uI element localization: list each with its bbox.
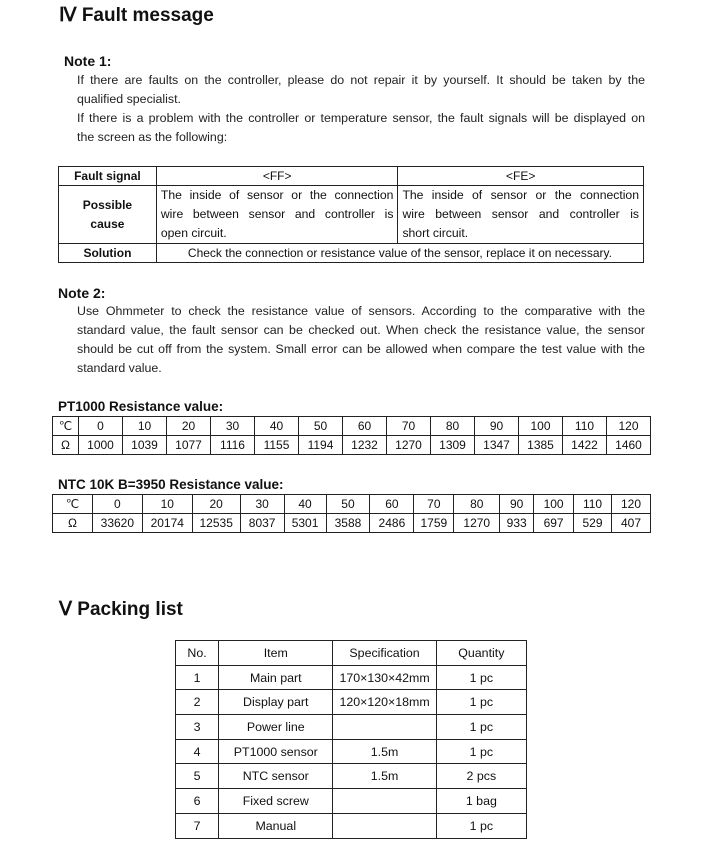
res-unit: Ω <box>53 436 79 455</box>
packing-cell: 1.5m <box>333 739 436 764</box>
resistance-cell: 8037 <box>240 514 284 533</box>
note1-line: the screen as the following: <box>77 130 228 144</box>
resistance-cell: 1039 <box>123 436 167 455</box>
packing-cell: 120×120×18mm <box>333 690 436 715</box>
packing-cell <box>333 715 436 740</box>
note2-line: Use Ohmmeter to check the resistance value of sensors. According to the comparative with the <box>77 304 645 318</box>
ff-cause-line: wire between sensor and controller is <box>160 207 394 221</box>
solution-text: Check the connection or resistance value of the sensor, replace it on necessary. <box>156 244 643 263</box>
resistance-cell: 5301 <box>284 514 326 533</box>
temp-cell: 120 <box>607 417 651 436</box>
temp-cell: 100 <box>534 495 574 514</box>
resistance-cell: 1000 <box>79 436 123 455</box>
resistance-cell: 12535 <box>192 514 240 533</box>
resistance-cell: 1232 <box>343 436 387 455</box>
temp-cell: 30 <box>240 495 284 514</box>
temp-cell: 90 <box>500 495 534 514</box>
fe-cause-line: wire between sensor and controller is <box>402 207 639 221</box>
packing-cell: 2 <box>176 690 219 715</box>
resistance-cell: 1194 <box>299 436 343 455</box>
resistance-cell: 1077 <box>167 436 211 455</box>
packing-cell: 1 pc <box>436 813 526 838</box>
pt1000-table <box>52 416 651 455</box>
packing-row <box>176 739 527 764</box>
note2-line: should be cut off from the system. Small error can be allowed when compare the test value with the <box>77 342 645 356</box>
packing-header-cell: Item <box>219 641 333 666</box>
packing-row <box>176 764 527 789</box>
packing-cell: 1 pc <box>436 715 526 740</box>
temp-unit: ℃ <box>53 495 93 514</box>
temp-cell: 10 <box>142 495 192 514</box>
resistance-cell: 1385 <box>519 436 563 455</box>
packing-section-title: Ⅴ Packing list <box>59 599 183 620</box>
note1-paragraph <box>77 71 645 147</box>
packing-row <box>176 789 527 814</box>
temp-unit: ℃ <box>53 417 79 436</box>
temp-cell: 10 <box>123 417 167 436</box>
resistance-cell: 933 <box>500 514 534 533</box>
temp-cell: 50 <box>326 495 370 514</box>
temp-cell: 20 <box>167 417 211 436</box>
resistance-cell: 1759 <box>414 514 454 533</box>
fe-cause-line: The inside of sensor or the connection <box>402 188 639 202</box>
ff-cause <box>156 186 398 244</box>
temp-cell: 80 <box>431 417 475 436</box>
packing-cell <box>333 813 436 838</box>
packing-table <box>175 640 527 839</box>
packing-cell: 3 <box>176 715 219 740</box>
packing-cell: Display part <box>219 690 333 715</box>
resistance-cell: 20174 <box>142 514 192 533</box>
resistance-cell: 1422 <box>563 436 607 455</box>
packing-row <box>176 715 527 740</box>
temp-cell: 120 <box>611 495 650 514</box>
packing-header-row <box>176 641 527 666</box>
ff-cause-line: The inside of sensor or the connection <box>160 188 394 202</box>
packing-cell: 2 pcs <box>436 764 526 789</box>
packing-cell: 4 <box>176 739 219 764</box>
temp-cell: 110 <box>563 417 607 436</box>
packing-header-cell: No. <box>176 641 219 666</box>
temp-cell: 60 <box>370 495 414 514</box>
resistance-cell: 1270 <box>454 514 500 533</box>
temp-cell: 0 <box>92 495 142 514</box>
resistance-cell: 407 <box>611 514 650 533</box>
packing-cell: 7 <box>176 813 219 838</box>
resistance-cell: 1155 <box>255 436 299 455</box>
packing-header-cell: Quantity <box>436 641 526 666</box>
temp-cell: 70 <box>414 495 454 514</box>
ff-signal: <FF> <box>156 167 398 186</box>
resistance-cell: 529 <box>574 514 612 533</box>
temp-cell: 80 <box>454 495 500 514</box>
note1-title: Note 1: <box>64 53 112 69</box>
packing-cell: NTC sensor <box>219 764 333 789</box>
packing-cell: Manual <box>219 813 333 838</box>
packing-row <box>176 665 527 690</box>
temp-cell: 70 <box>387 417 431 436</box>
fe-cause <box>398 186 644 244</box>
packing-cell: Power line <box>219 715 333 740</box>
note1-line: If there is a problem with the controller or temperature sensor, the fault signals will be displayed on <box>77 111 645 125</box>
resistance-cell: 1116 <box>211 436 255 455</box>
packing-cell: Main part <box>219 665 333 690</box>
packing-row <box>176 813 527 838</box>
temp-cell: 100 <box>519 417 563 436</box>
fault-signal-label: Fault signal <box>59 167 157 186</box>
packing-header-cell: Specification <box>333 641 436 666</box>
packing-cell: 1 pc <box>436 665 526 690</box>
fault-section-title: Ⅳ Fault message <box>59 5 214 26</box>
pt1000-title: PT1000 Resistance value: <box>58 399 224 414</box>
packing-cell: 6 <box>176 789 219 814</box>
packing-cell: 1.5m <box>333 764 436 789</box>
temp-cell: 40 <box>284 495 326 514</box>
packing-cell <box>333 789 436 814</box>
resistance-cell: 1309 <box>431 436 475 455</box>
ntc-temp-row <box>53 495 651 514</box>
note2-paragraph <box>77 302 645 378</box>
resistance-cell: 3588 <box>326 514 370 533</box>
possible-cause-label <box>59 186 157 244</box>
resistance-cell: 1270 <box>387 436 431 455</box>
temp-cell: 110 <box>574 495 612 514</box>
packing-cell: PT1000 sensor <box>219 739 333 764</box>
temp-cell: 30 <box>211 417 255 436</box>
possible-cause-label-line2: cause <box>90 216 125 231</box>
ntc-title: NTC 10K B=3950 Resistance value: <box>58 477 284 492</box>
ntc-value-row <box>53 514 651 533</box>
packing-cell: 1 bag <box>436 789 526 814</box>
packing-cell: 170×130×42mm <box>333 665 436 690</box>
temp-cell: 40 <box>255 417 299 436</box>
packing-row <box>176 690 527 715</box>
note1-line: qualified specialist. <box>77 92 182 106</box>
ff-cause-line: open circuit. <box>160 226 227 240</box>
resistance-cell: 1347 <box>475 436 519 455</box>
fault-table <box>58 166 644 263</box>
possible-cause-label-line1: Possible <box>82 197 133 212</box>
temp-cell: 20 <box>192 495 240 514</box>
packing-cell: 1 pc <box>436 690 526 715</box>
packing-cell: 5 <box>176 764 219 789</box>
resistance-cell: 2486 <box>370 514 414 533</box>
pt1000-temp-row <box>53 417 651 436</box>
resistance-cell: 1460 <box>607 436 651 455</box>
temp-cell: 50 <box>299 417 343 436</box>
temp-cell: 0 <box>79 417 123 436</box>
pt1000-value-row <box>53 436 651 455</box>
temp-cell: 60 <box>343 417 387 436</box>
packing-cell: Fixed screw <box>219 789 333 814</box>
ntc-table <box>52 494 651 533</box>
note1-line: If there are faults on the controller, please do not repair it by yourself. It should be taken by the <box>77 73 645 87</box>
note2-line: standard value. <box>77 361 162 375</box>
temp-cell: 90 <box>475 417 519 436</box>
resistance-cell: 697 <box>534 514 574 533</box>
fe-signal: <FE> <box>398 167 644 186</box>
resistance-cell: 33620 <box>92 514 142 533</box>
fe-cause-line: short circuit. <box>402 226 469 240</box>
note2-title: Note 2: <box>58 285 106 301</box>
packing-cell: 1 pc <box>436 739 526 764</box>
solution-label: Solution <box>59 244 157 263</box>
note2-line: standard value, the fault sensor can be checked out. When check the resistance value, the sensor <box>77 323 645 337</box>
packing-cell: 1 <box>176 665 219 690</box>
res-unit: Ω <box>53 514 93 533</box>
